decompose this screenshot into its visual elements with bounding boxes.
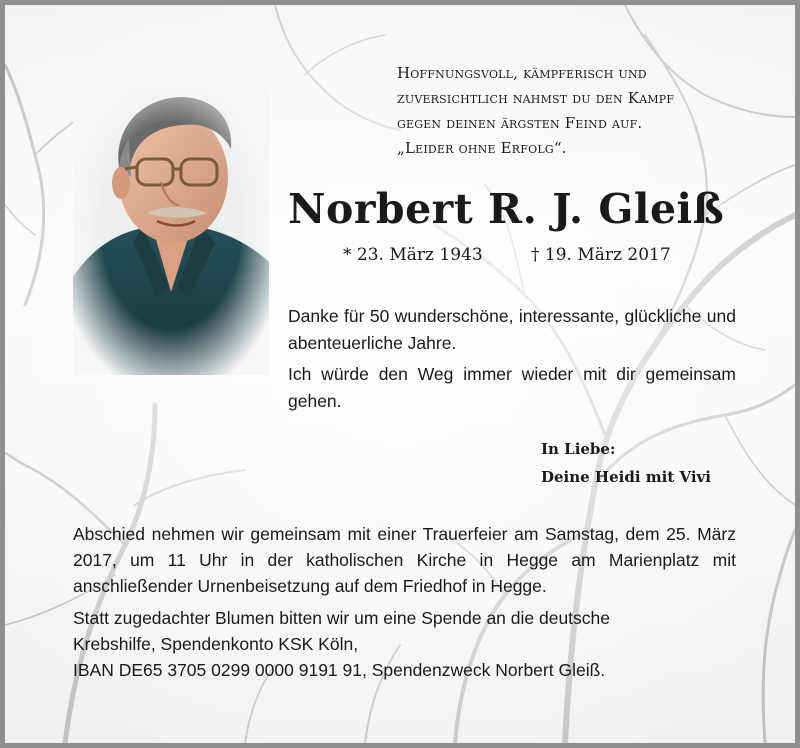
deceased-name: Norbert R. J. Gleiß bbox=[288, 185, 725, 233]
poem-line: gegen deinen ärgsten Feind auf. bbox=[397, 114, 643, 132]
poem-line: Hoffnungsvoll, kämpferisch und bbox=[397, 64, 647, 82]
donation-line: Krebshilfe, Spendenkonto KSK Köln, bbox=[73, 634, 359, 654]
signature-line: Deine Heidi mit Vivi bbox=[541, 468, 711, 486]
portrait-photo bbox=[73, 87, 269, 375]
life-dates bbox=[343, 245, 743, 265]
signature-line: In Liebe: bbox=[541, 440, 616, 458]
thanks-paragraph: Danke für 50 wunderschöne, interessante, glückliche und abenteuerliche Jahre. bbox=[288, 306, 736, 353]
thanks-paragraph: Ich würde den Weg immer wieder mit dir gemeinsam gehen. bbox=[288, 364, 736, 411]
iban-line: IBAN DE65 3705 0299 0000 9191 91, Spendenzweck Norbert Gleiß. bbox=[73, 660, 606, 680]
poem-line: „Leider ohne Erfolg“. bbox=[397, 139, 567, 157]
birth-date: * 23. März 1943 bbox=[343, 245, 483, 265]
poem bbox=[397, 61, 757, 161]
death-date: † 19. März 2017 bbox=[531, 245, 671, 265]
thanks-text bbox=[288, 303, 736, 419]
signature bbox=[541, 435, 751, 491]
notice-paragraph: Abschied nehmen wir gemeinsam mit einer Trauerfeier am Samstag, dem 25. März 2017, um 11 Uhr in der katholischen Kirche in Hegge am Marienplatz mit anschließender Urnenbeisetzung auf dem Friedhof in Hegge. bbox=[73, 524, 736, 596]
funeral-notice bbox=[73, 521, 736, 689]
donation-paragraph bbox=[73, 605, 736, 683]
donation-line: Statt zugedachter Blumen bitten wir um eine Spende an die deutsche bbox=[73, 608, 611, 628]
poem-line: zuversichtlich nahmst du den Kampf bbox=[397, 89, 675, 107]
